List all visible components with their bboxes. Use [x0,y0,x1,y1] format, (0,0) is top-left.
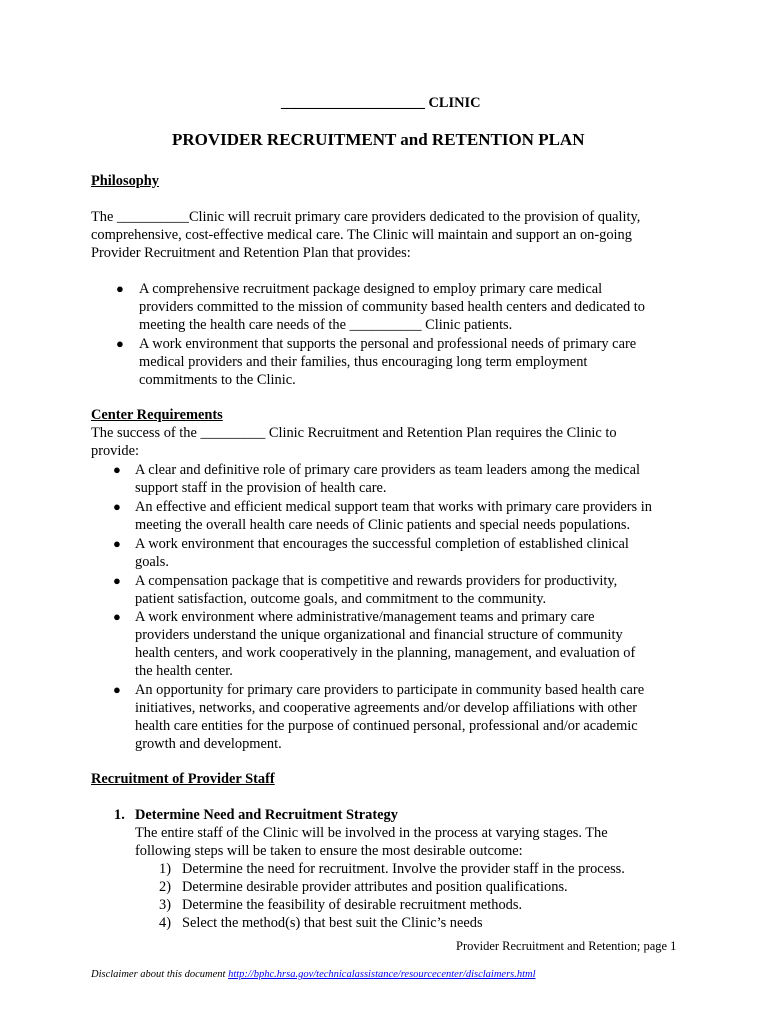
substep-text: Select the method(s) that best suit the Clinic’s needs [182,915,483,931]
center-bullet-6-line-3: health care entities for the purpose of continued personal, professional and/or academic [135,718,638,734]
page-title: PROVIDER RECRUITMENT and RETENTION PLAN [172,130,585,149]
philosophy-para-line-2: comprehensive, cost-effective medical care. The Clinic will maintain and support an on-going [91,227,632,243]
bullet-dot-icon: ● [113,462,121,477]
center-heading: Center Requirements [91,407,223,423]
center-bullet-5-line-1: A work environment where administrative/management teams and primary care [135,609,595,625]
disclaimer [91,966,536,984]
philosophy-bullet-1-line-2: providers committed to the mission of community based health centers and dedicated to [139,299,645,315]
center-bullet-6-line-4: growth and development. [135,736,282,752]
center-bullet-5-line-2: providers understand the unique organizational and financial structure of community [135,627,623,643]
text-segment: Clinic patients. [421,317,513,333]
text-segment: Clinic Recruitment and Retention Plan requires the Clinic to [265,425,617,441]
center-intro-line-2: provide: [91,443,139,459]
philosophy-bullet-1-line-1: A comprehensive recruitment package designed to employ primary care medical [139,281,603,297]
center-bullet-5-line-3: health centers, and work cooperatively in the planning, management, and evaluation of [135,645,636,661]
step-line-2: following steps will be taken to ensure the most desirable outcome: [135,843,523,859]
step-number: 1. [114,807,125,823]
recruitment-heading: Recruitment of Provider Staff [91,771,275,787]
clinic-blank: __________ [349,317,422,333]
substep-text: Determine desirable provider attributes and position qualifications. [182,879,568,895]
bullet-dot-icon: ● [113,609,121,624]
clinic-name-line [281,94,481,112]
center-bullet-1-line-1: A clear and definitive role of primary care providers as team leaders among the medical [135,462,641,478]
substep-number: 3) [159,897,171,913]
substep-number: 2) [159,879,171,895]
center-bullet-1-line-2: support staff in the provision of health care. [135,480,387,496]
page-footer-label: Provider Recruitment and Retention; page 1 [456,939,677,953]
philosophy-bullet-1-line-3 [139,316,512,334]
disclaimer-link[interactable]: http://bphc.hrsa.gov/technicalassistance/resourcecenter/disclaimers.html [228,969,536,980]
philosophy-bullet-2-line-1: A work environment that supports the personal and professional needs of primary care [139,336,637,352]
text-segment: meeting the health care needs of the [139,317,350,333]
step-title: Determine Need and Recruitment Strategy [135,807,398,823]
bullet-dot-icon: ● [116,336,124,351]
substep-number: 1) [159,861,171,877]
bullet-dot-icon: ● [113,499,121,514]
clinic-label: CLINIC [428,95,481,111]
center-bullet-4-line-2: patient satisfaction, outcome goals, and commitment to the community. [135,591,547,607]
text-segment: The [91,209,117,225]
center-bullet-2-line-1: An effective and efficient medical support team that works with primary care providers in [135,499,652,515]
bullet-dot-icon: ● [116,281,124,296]
clinic-name-blank: ____________________ [281,95,425,111]
center-bullet-6-line-2: initiatives, networks, and cooperative agreements and/or develop affiliations with other [135,700,638,716]
center-bullet-5-line-4: the health center. [135,663,233,679]
philosophy-para-line-3: Provider Recruitment and Retention Plan that provides: [91,245,411,261]
center-bullet-3-line-1: A work environment that encourages the successful completion of established clinical [135,536,629,552]
philosophy-bullet-2-line-2: medical providers and their families, thus encouraging long term employment [139,354,588,370]
center-bullet-6-line-1: An opportunity for primary care providers to participate in community based health care [135,682,645,698]
step-line-1: The entire staff of the Clinic will be involved in the process at varying stages. The [135,825,608,841]
clinic-blank: __________ [116,209,189,225]
center-bullet-3-line-2: goals. [135,554,169,570]
philosophy-bullet-2-line-3: commitments to the Clinic. [139,372,296,388]
substep-text: Determine the need for recruitment. Involve the provider staff in the process. [182,861,625,877]
bullet-dot-icon: ● [113,682,121,697]
substep-number: 4) [159,915,171,931]
philosophy-para-line-1 [91,208,640,226]
philosophy-heading: Philosophy [91,173,159,189]
clinic-blank: _________ [200,425,266,441]
bullet-dot-icon: ● [113,536,121,551]
text-segment: Clinic will recruit primary care providers dedicated to the provision of quality, [188,209,641,225]
center-intro-line-1 [91,424,617,442]
substep-text: Determine the feasibility of desirable recruitment methods. [182,897,523,913]
center-bullet-4-line-1: A compensation package that is competitive and rewards providers for productivity, [135,573,618,589]
disclaimer-text: Disclaimer about this document [91,969,229,980]
bullet-dot-icon: ● [113,573,121,588]
text-segment: The success of the [91,425,201,441]
center-bullet-2-line-2: meeting the overall health care needs of Clinic patients and special needs populations. [135,517,631,533]
